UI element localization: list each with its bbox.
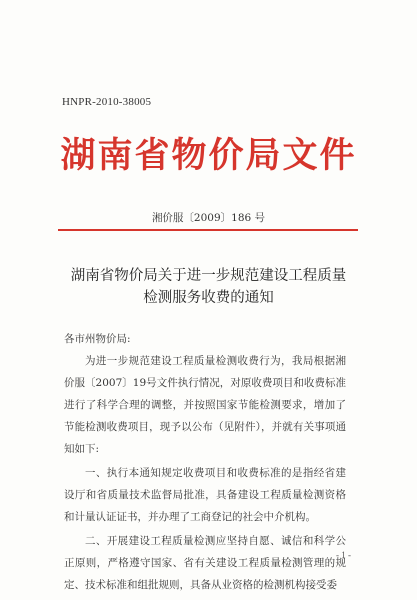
body-paragraph-1: 为进一步规范建设工程质量检测收费行为，我局根据湘价服〔2007〕19号文件执行情况，对原收费项目和收费标准进行了科学合理的调整，并按照国家节能检测要求，增加了节能检测收费项目，现予以公布（见附件），并就有关事项通知如下:	[64, 355, 346, 455]
body-paragraph-3: 二、开展建设工程质量检测应坚持自愿、诚信和科学公正原则，严格遵守国家、省有关建设工程质量检测管理的规定、技术标准和组批规则，具备从业资格的检测机构接受委	[64, 535, 346, 591]
header-divider	[58, 229, 358, 231]
body-paragraph-2: 一、执行本通知规定收费项目和收费标准的是指经省建设厅和省质量技术监督局批准，具备建设工程质量检测资格和计量认证证书，并办理了工商登记的社会中介机构。	[64, 467, 346, 523]
document-number: 湘价服〔2009〕186 号	[151, 212, 266, 224]
notice-title	[0, 265, 417, 309]
body-text	[64, 350, 346, 598]
document-header-title: 湖南省物价局文件	[60, 136, 357, 176]
document-code: HNPR-2010-38005	[62, 96, 152, 108]
page-number: - 1 -	[336, 550, 351, 560]
notice-title-line-2: 检测服务收费的通知	[143, 290, 274, 306]
addressee: 各市州物价局:	[64, 333, 131, 345]
notice-title-line-1: 湖南省物价局关于进一步规范建设工程质量	[70, 268, 347, 284]
